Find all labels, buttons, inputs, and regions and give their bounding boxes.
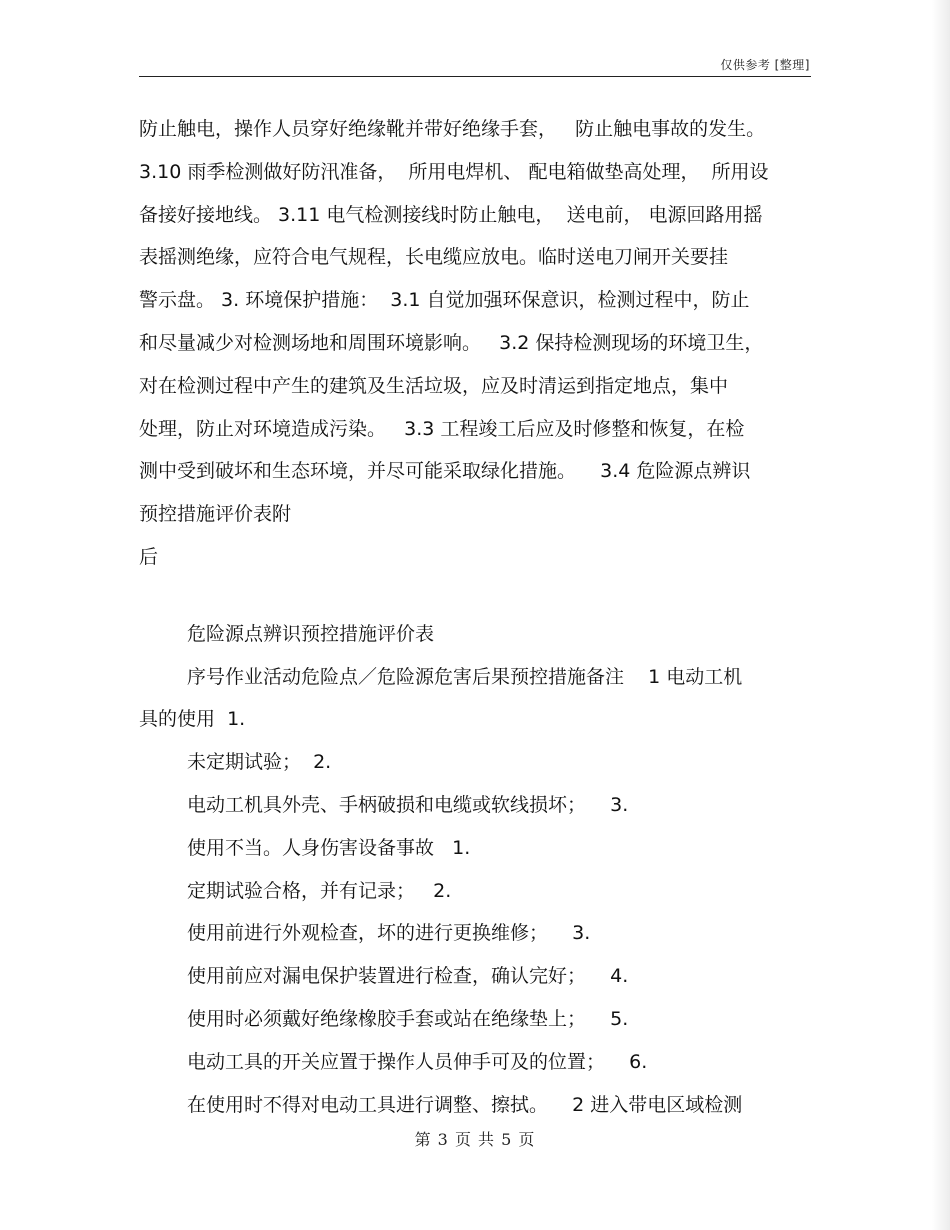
table-line: 在使用时不得对电动工具进行调整、擦拭。 2 进入带电区域检测 bbox=[187, 1093, 743, 1116]
table-title: 危险源点辨识预控措施评价表 bbox=[187, 622, 435, 645]
text-line: 备接好接地线。 3.11 电气检测接线时防止触电， 送电前， 电源回路用摇 bbox=[139, 203, 763, 226]
table-line: 定期试验合格，并有记录； 2. bbox=[187, 879, 452, 902]
text-line: 3.10 雨季检测做好防汛准备， 所用电焊机、 配电箱做垫高处理， 所用设 bbox=[139, 160, 769, 183]
table-line: 使用前进行外观检查，坏的进行更换维修； 3. bbox=[187, 922, 591, 945]
table-line: 使用不当。人身伤害设备事故 1. bbox=[187, 836, 471, 859]
text-line: 处理，防止对环境造成污染。 3.3 工程竣工后应及时修整和恢复，在检 bbox=[139, 417, 745, 440]
section-gap bbox=[139, 579, 811, 613]
table-line: 使用前应对漏电保护装置进行检查，确认完好； 4. bbox=[187, 965, 629, 988]
table-line: 具的使用 1. bbox=[139, 708, 246, 731]
text-line: 后 bbox=[139, 545, 159, 568]
text-line: 防止触电，操作人员穿好绝缘靴并带好绝缘手套， 防止触电事故的发生。 bbox=[139, 118, 766, 140]
text-line: 警示盘。 3. 环境保护措施： 3.1 自觉加强环保意识，检测过程中，防止 bbox=[139, 289, 750, 312]
text-line: 对在检测过程中产生的建筑及生活垃圾，应及时清运到指定地点，集中 bbox=[139, 374, 729, 397]
text-line: 预控措施评价表附 bbox=[139, 503, 292, 526]
text-line: 表摇测绝缘，应符合电气规程，长电缆应放电。临时送电刀闸开关要挂 bbox=[139, 246, 729, 269]
table-line: 使用时必须戴好绝缘橡胶手套或站在绝缘垫上； 5. bbox=[187, 1007, 629, 1030]
paragraph bbox=[139, 108, 811, 579]
table-line: 电动工具的开关应置于操作人员伸手可及的位置； 6. bbox=[187, 1050, 648, 1073]
table-line: 电动工机具外壳、手柄破损和电缆或软线损坏； 3. bbox=[187, 793, 629, 816]
header-rule bbox=[139, 76, 811, 77]
text-line: 测中受到破坏和生态环境，并尽可能采取绿化措施。 3.4 危险源点辨识 bbox=[139, 460, 751, 483]
header-note: 仅供参考 [整理] bbox=[720, 58, 810, 72]
table-line: 未定期试验； 2. bbox=[187, 751, 332, 774]
body-text bbox=[139, 108, 811, 1126]
table-line: 序号作业活动危险点／危险源危害后果预控措施备注 1 电动工机 bbox=[187, 665, 743, 688]
page-number: 第 3 页 共 5 页 bbox=[414, 1130, 536, 1149]
page-edge-shadow bbox=[932, 0, 950, 1230]
text-line: 和尽量减少对检测场地和周围环境影响。 3.2 保持检测现场的环境卫生， bbox=[139, 331, 764, 354]
table-content bbox=[139, 656, 811, 1127]
